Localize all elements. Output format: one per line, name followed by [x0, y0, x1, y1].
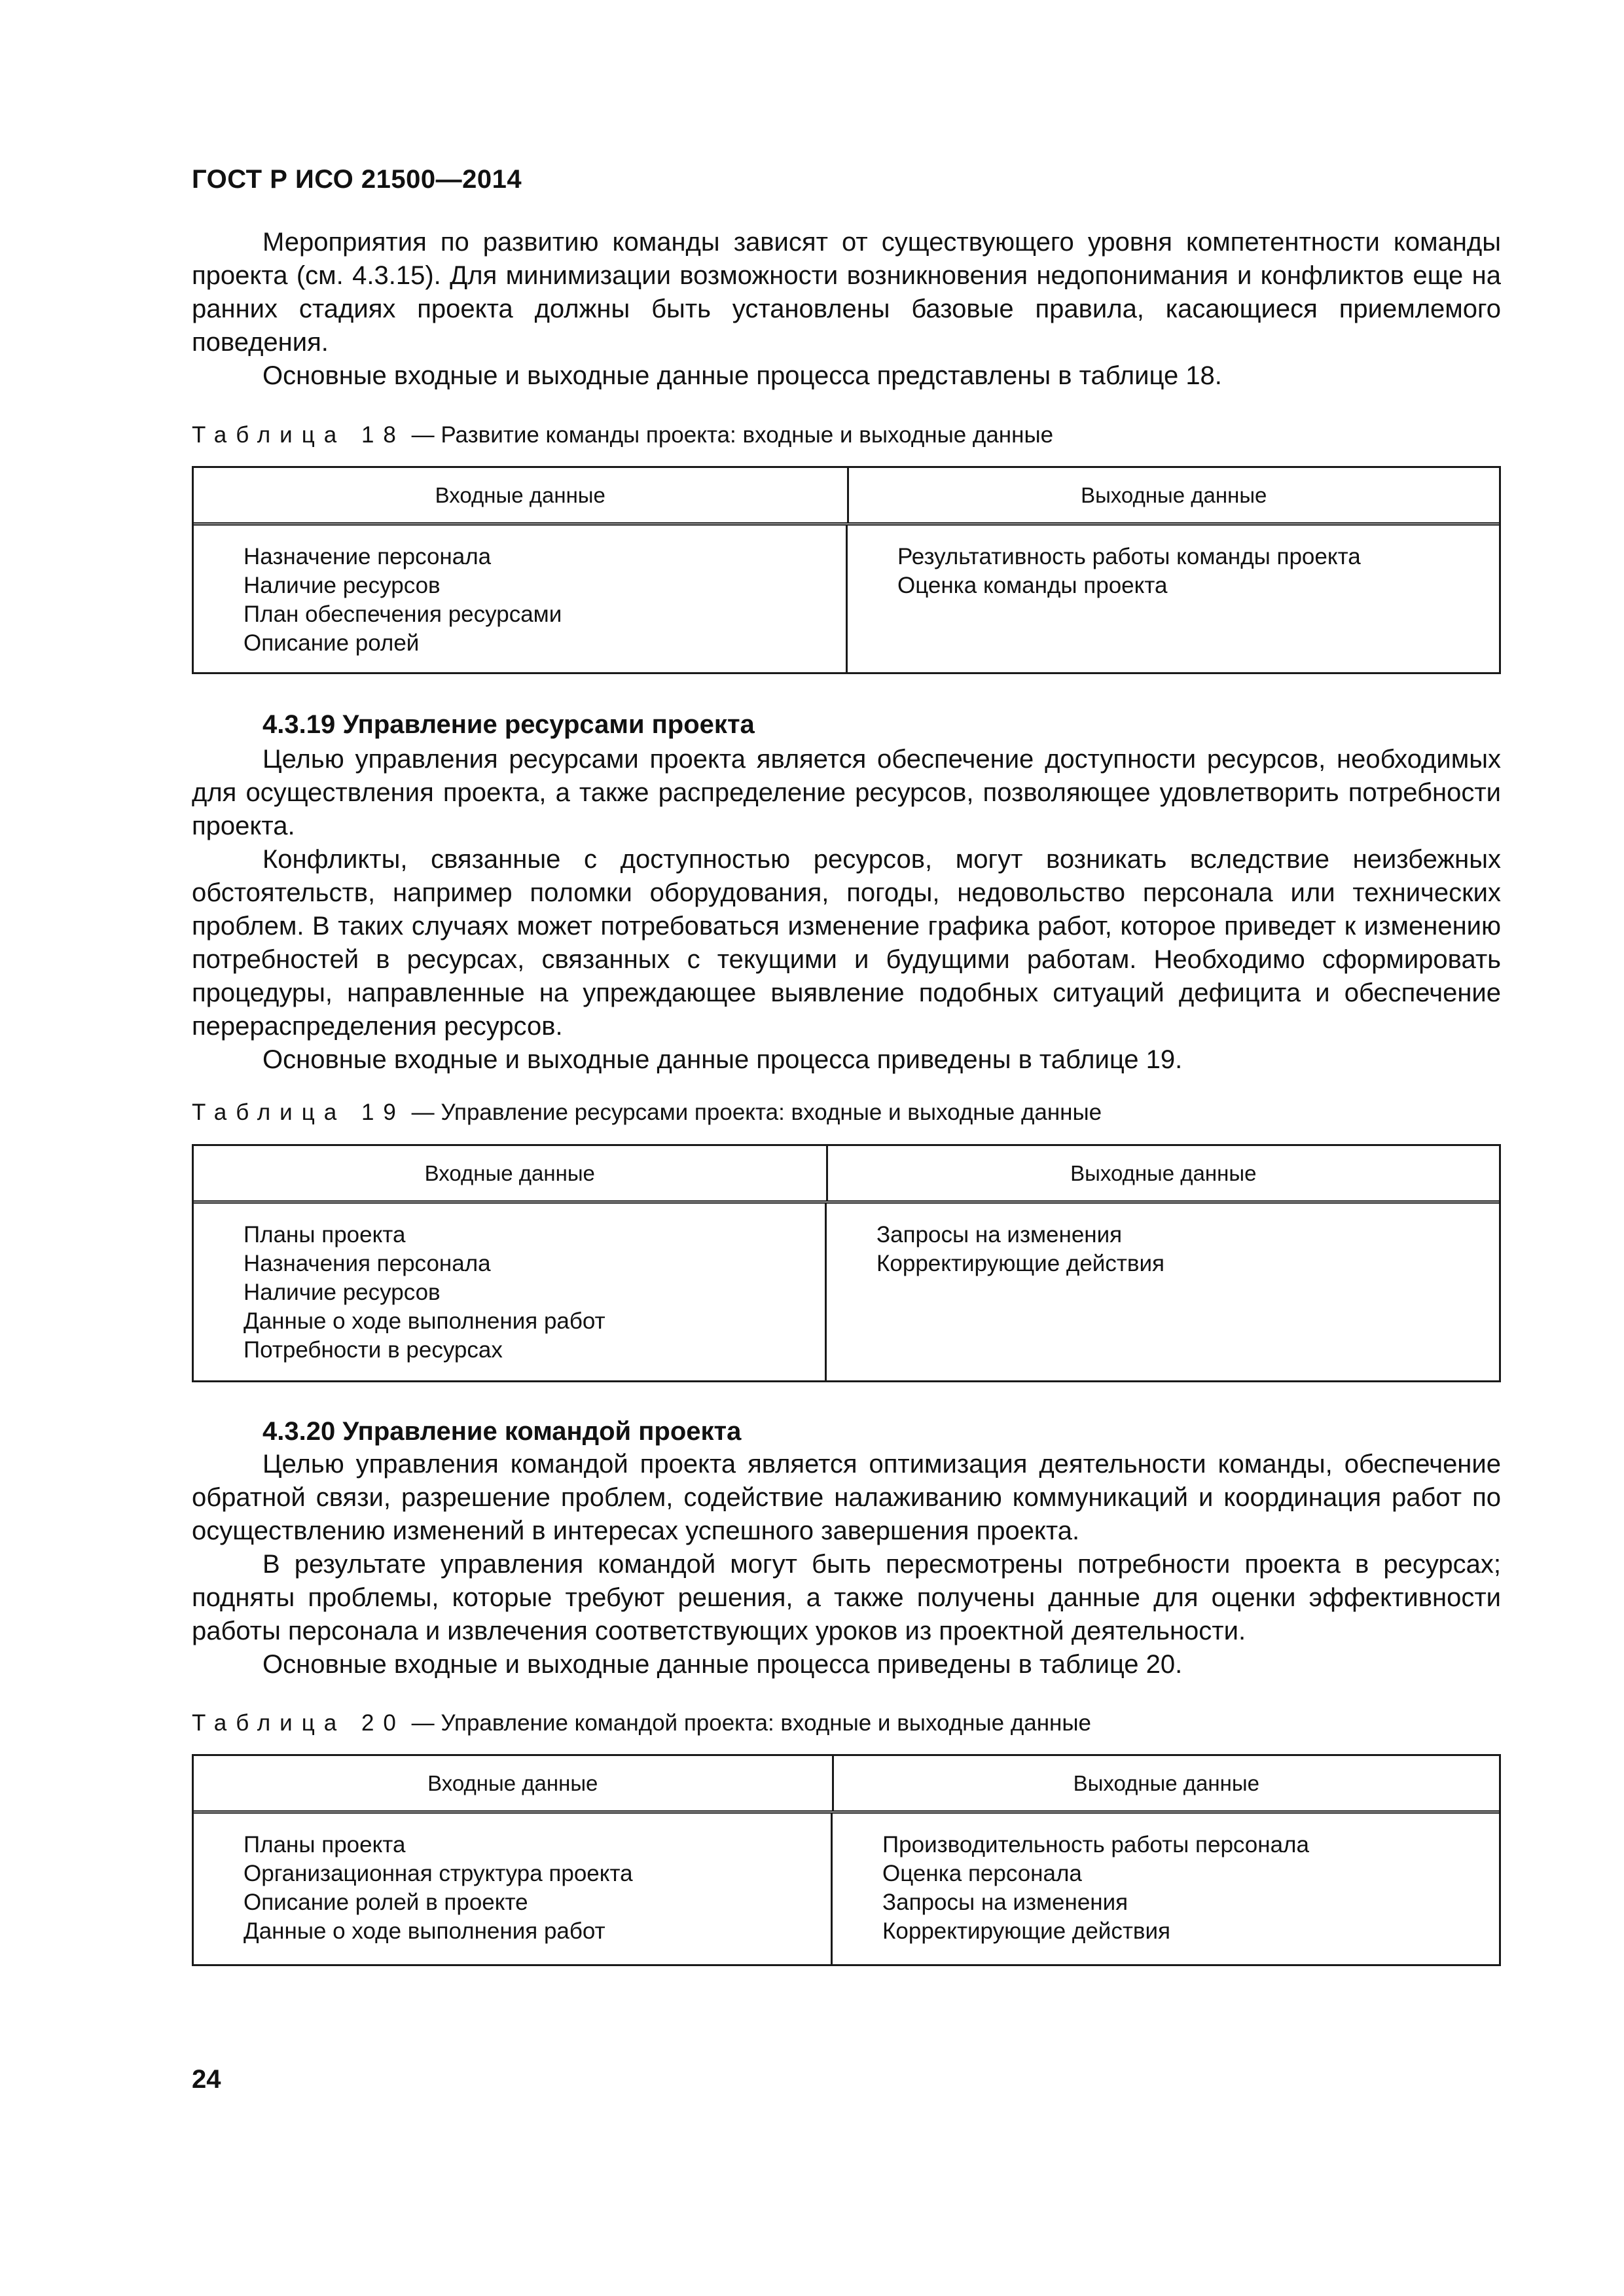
- table-18-output-header: Выходные данные: [1081, 482, 1267, 507]
- table-19-outputs-cell: [827, 1204, 1499, 1380]
- table-20-caption-label: Таблица 20: [192, 1710, 405, 1736]
- table-19-caption: [192, 1100, 1102, 1126]
- section-4-3-20-paragraph-1: Целью управления командой проекта является оптимизация деятельности команды, обеспечение обратной связи, разрешение проблем, содействие налаживанию коммуникаций и координация работ по осуществлению изменений в интересах успешного завершения проекта.: [192, 1450, 1501, 1545]
- table-18-outputs-cell: [848, 526, 1499, 672]
- table-19-caption-label: Таблица 19: [192, 1100, 405, 1125]
- table-18-output-item: Оценка команды проекта: [897, 573, 1168, 598]
- table-20-output-item: Запросы на изменения: [882, 1890, 1128, 1915]
- section-4-3-20-paragraph-3: Основные входные и выходные данные процесса приведены в таблице 20.: [262, 1650, 1183, 1679]
- table-18-input-item: Наличие ресурсов: [244, 573, 441, 598]
- table-20-output-header: Выходные данные: [1073, 1770, 1259, 1795]
- table-19-inputs-cell: [194, 1204, 827, 1380]
- table-18-input-item: План обеспечения ресурсами: [244, 601, 562, 627]
- table-18-input-header: Входные данные: [194, 468, 849, 522]
- table-19-output-item: Запросы на изменения: [876, 1222, 1123, 1247]
- section-4-3-19-paragraph-1: Целью управления ресурсами проекта является обеспечение доступности ресурсов, необходимых для осуществления проекта, а также распределение ресурсов, позволяющее удовлетворить потребности проекта.: [192, 745, 1501, 840]
- table-20-caption: [192, 1710, 1091, 1736]
- table-20-caption-text: — Управление командой проекта: входные и выходные данные: [405, 1710, 1092, 1736]
- table-19: [192, 1144, 1501, 1382]
- intro-paragraph-2: Основные входные и выходные данные процесса представлены в таблице 18.: [262, 361, 1222, 390]
- table-20-inputs-cell: [194, 1814, 833, 1964]
- table-18-output-item: Результативность работы команды проекта: [897, 544, 1361, 569]
- table-18-body-row: [194, 526, 1499, 672]
- table-18: [192, 466, 1501, 674]
- table-20-output-item: Оценка персонала: [882, 1861, 1082, 1886]
- table-19-header-row: [194, 1146, 1499, 1204]
- table-20-input-item: Организационная структура проекта: [244, 1861, 633, 1886]
- intro-paragraph-1: Мероприятия по развитию команды зависят от существующего уровня компетентности команды проекта (см. 4.3.15). Для минимизации возможности возникновения недопонимания и конфликтов еще на ранних стадиях проекта должны быть установлены базовые правила, касающиеся приемлемого поведения.: [192, 228, 1501, 357]
- section-4-3-19-paragraph-3: Основные входные и выходные данные процесса приведены в таблице 19.: [262, 1045, 1183, 1074]
- table-19-input-item: Потребности в ресурсах: [244, 1337, 503, 1363]
- table-20: [192, 1754, 1501, 1966]
- table-19-caption-text: — Управление ресурсами проекта: входные и выходные данные: [405, 1100, 1102, 1125]
- page-number: 24: [192, 2065, 221, 2094]
- table-20-output-item: Производительность работы персонала: [882, 1832, 1309, 1857]
- table-20-input-header: Входные данные: [194, 1756, 834, 1810]
- table-19-input-item: Наличие ресурсов: [244, 1280, 441, 1305]
- table-18-input-item: Описание ролей: [244, 630, 420, 656]
- table-20-input-item: Данные о ходе выполнения работ: [244, 1918, 605, 1944]
- table-20-outputs-cell: [833, 1814, 1499, 1964]
- table-19-input-item: Данные о ходе выполнения работ: [244, 1308, 605, 1334]
- section-4-3-19-paragraph-2: Конфликты, связанные с доступностью ресурсов, могут возникать вследствие неизбежных обстоятельств, например поломки оборудования, погоды, недовольство персонала или технических проблем. В таких случаях может потребоваться изменение графика работ, которое приведет к изменению потребностей в ресурсах, связанных с текущими и будущими работам. Необходимо сформировать процедуры, направленные на упреждающее выявление подобных ситуаций дефицита и обеспечение перераспределения ресурсов.: [192, 845, 1501, 1041]
- table-19-input-item: Назначения персонала: [244, 1251, 491, 1276]
- table-18-caption: [192, 422, 1053, 448]
- table-20-input-item: Описание ролей в проекте: [244, 1890, 528, 1915]
- table-18-caption-text: — Развитие команды проекта: входные и выходные данные: [405, 422, 1054, 448]
- section-4-3-20-paragraph-2: В результате управления командой могут быть пересмотрены потребности проекта в ресурсах; подняты проблемы, которые требуют решения, а также получены данные для оценки эффективности работы персонала и извлечения соответствующих уроков из проектной деятельности.: [192, 1550, 1501, 1645]
- table-19-output-header: Выходные данные: [1070, 1160, 1257, 1185]
- table-18-caption-label: Таблица 18: [192, 422, 405, 448]
- document-header-title: ГОСТ Р ИСО 21500—2014: [192, 165, 522, 194]
- table-20-header-row: [194, 1756, 1499, 1814]
- table-19-body-row: [194, 1204, 1499, 1380]
- section-4-3-20-heading: 4.3.20 Управление командой проекта: [262, 1417, 742, 1446]
- table-20-output-item: Корректирующие действия: [882, 1918, 1170, 1944]
- table-20-body-row: [194, 1814, 1499, 1964]
- table-19-output-item: Корректирующие действия: [876, 1251, 1164, 1276]
- table-18-input-item: Назначение персонала: [244, 544, 492, 569]
- table-19-input-header: Входные данные: [194, 1146, 828, 1200]
- table-19-input-item: Планы проекта: [244, 1222, 406, 1247]
- table-18-inputs-cell: [194, 526, 848, 672]
- section-4-3-19-heading: 4.3.19 Управление ресурсами проекта: [262, 710, 755, 739]
- table-18-header-row: [194, 468, 1499, 526]
- table-20-input-item: Планы проекта: [244, 1832, 406, 1857]
